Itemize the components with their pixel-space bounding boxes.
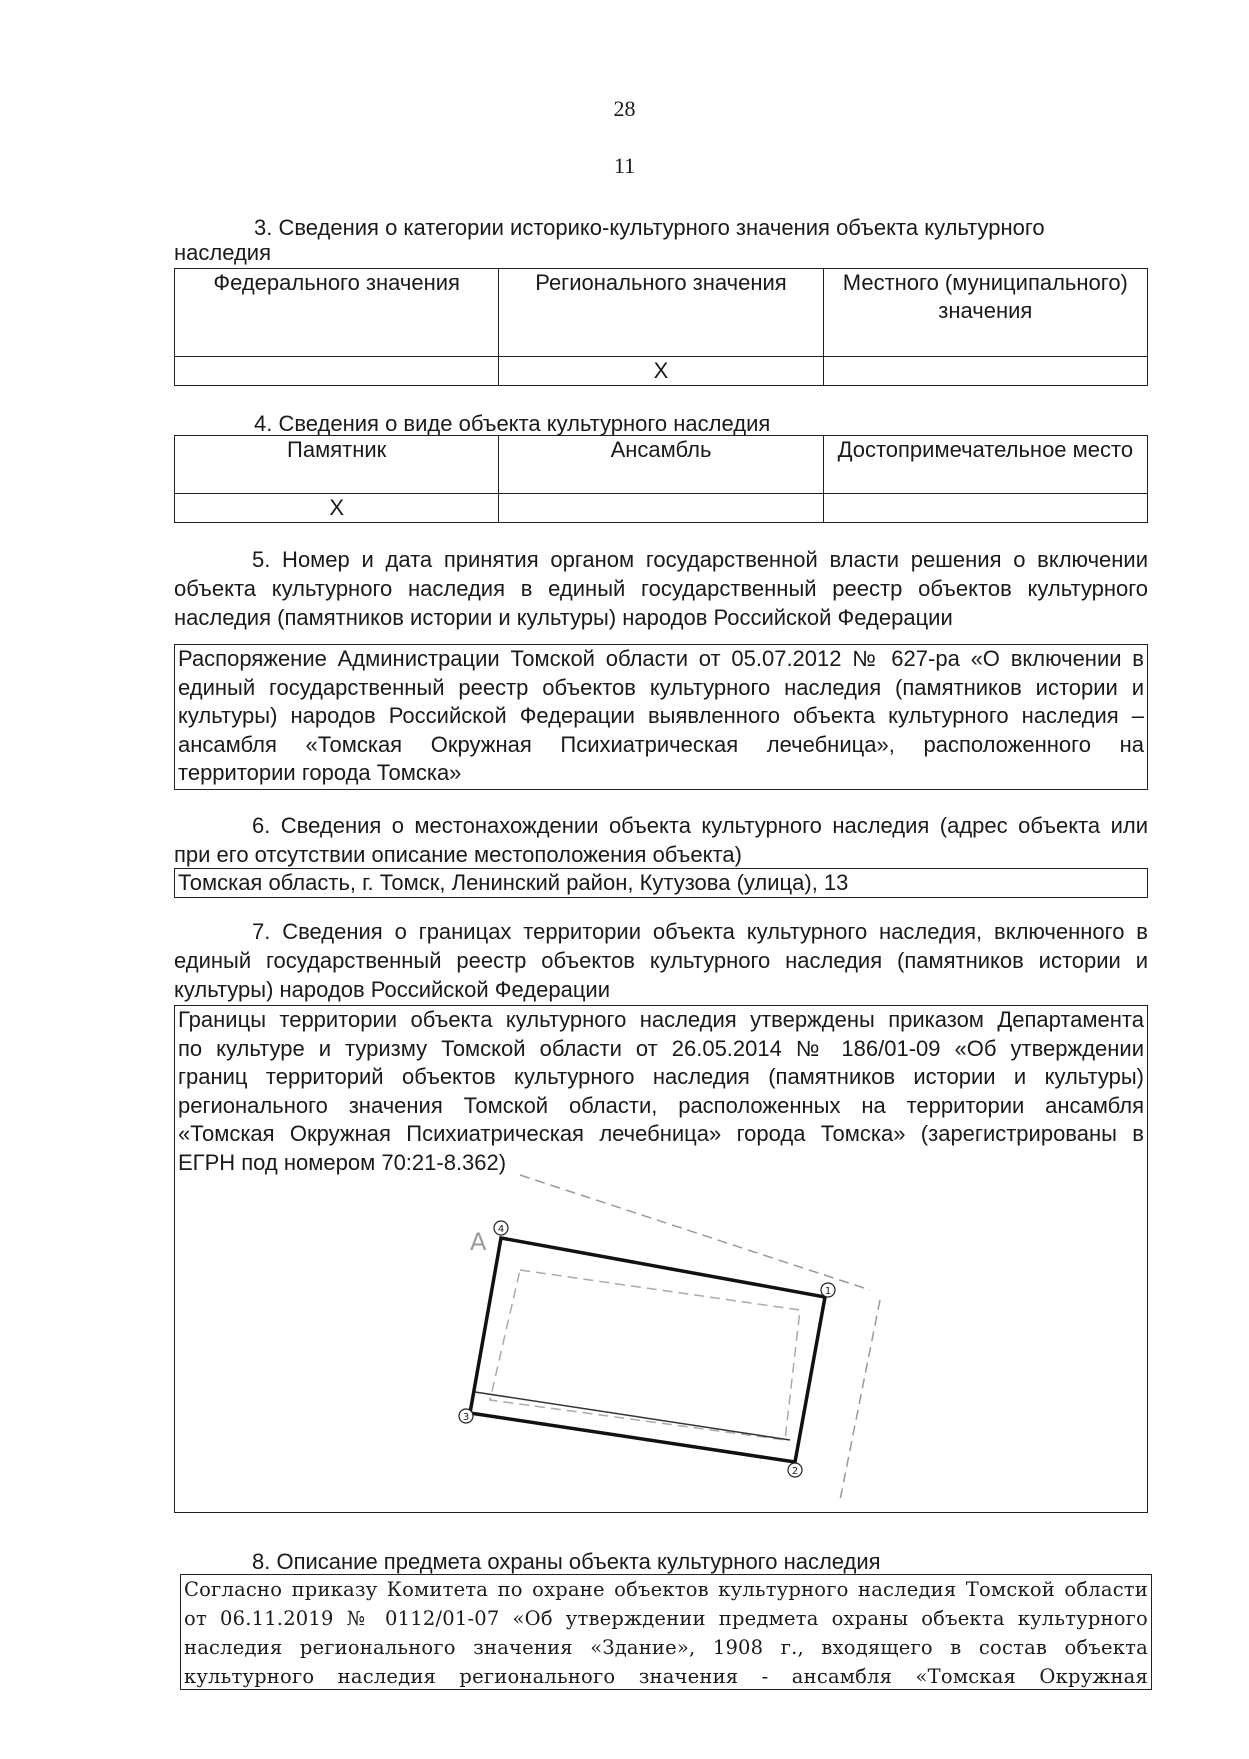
text-line: от 06.11.2019 № 0112/01-07 «Об утверждении предмета охраны объекта культурного xyxy=(184,1607,1148,1630)
point-4-label: 4 xyxy=(497,1224,505,1235)
section5-heading: 5. Номер и дата принятия органом государственной власти решения о включении объекта культурного наследия в единый государственный реестр объектов культурного наследия (памятников истории и культуры) народов Российской Федерации xyxy=(174,547,1148,630)
text-line: «Томская Окружная Психиатрическая лечебница» города Томска» (зарегистрированы в xyxy=(178,1121,1144,1146)
section3-heading-cont: наследия xyxy=(174,240,272,265)
cell-regional: X xyxy=(499,357,823,386)
column-landmark: Достопримечательное место xyxy=(823,436,1147,494)
section8-heading: 8. Описание предмета охраны объекта культурного наследия xyxy=(252,1549,881,1574)
section8-protection-box xyxy=(180,1574,1152,1690)
text-line: по культуре и туризму Томской области от 26.05.2014 № 186/01-09 «Об утверждении xyxy=(178,1035,1144,1061)
section3-heading: 3. Сведения о категории историко-культурного значения объекта культурного xyxy=(254,215,1045,240)
column-federal: Федерального значения xyxy=(175,269,499,357)
text-line: границ территорий объектов культурного наследия (памятников истории и культуры) xyxy=(178,1064,1144,1089)
column-ensemble: Ансамбль xyxy=(499,436,823,494)
building-outline xyxy=(490,1270,800,1440)
text-line: ансамбля «Томская Окружная Психиатрическая лечебница», расположенного на xyxy=(178,731,1144,757)
text-line: единый государственный реестр объектов культурного наследия (памятников истории и xyxy=(178,674,1144,700)
text-line: культуры) народов Российской Федерации выявленного объекта культурного наследия – xyxy=(178,703,1144,728)
page-number-inner: 11 xyxy=(613,153,636,178)
section7-heading: 7. Сведения о границах территории объекта культурного наследия, включенного в единый государственный реестр объектов культурного наследия (памятников истории и культуры) народов Российской Федерации xyxy=(174,919,1148,1002)
column-local: Местного (муниципального) значения xyxy=(823,269,1147,357)
text-line: регионального значения Томской области, расположенных на территории ансамбля xyxy=(178,1092,1144,1118)
territory-boundary xyxy=(470,1238,825,1462)
cell-monument: X xyxy=(175,494,499,523)
text-line: ЕГРН под номером 70:21-8.362) xyxy=(178,1149,507,1175)
text-line: культурного наследия регионального значения - ансамбля «Томская Окружная xyxy=(184,1665,1148,1688)
point-3-label: 3 xyxy=(462,1412,470,1423)
text-line: Распоряжение Администрации Томской области от 05.07.2012 № 627-ра «О включении в xyxy=(178,646,1144,671)
text-line: Согласно приказу Комитета по охране объектов культурного наследия Томской области xyxy=(184,1578,1148,1601)
page-number-outer: 28 xyxy=(613,96,636,121)
column-monument: Памятник xyxy=(175,436,499,494)
text-line: Границы территории объекта культурного наследия утверждены приказом Департамента xyxy=(178,1007,1144,1032)
point-2-label: 2 xyxy=(791,1466,799,1477)
text-line: территории города Томска» xyxy=(178,760,462,785)
address-value: Томская область, г. Томск, Ленинский район, Кутузова (улица), 13 xyxy=(178,870,849,895)
column-regional: Регионального значения xyxy=(499,269,823,357)
section6-heading: 6. Сведения о местонахождении объекта культурного наследия (адрес объекта или при его отсутствии описание местоположения объекта) xyxy=(174,813,1148,867)
section4-heading: 4. Сведения о виде объекта культурного наследия xyxy=(254,411,771,436)
text-line: наследия регионального значения «Здание», 1908 г., входящего в состав объекта xyxy=(184,1636,1148,1659)
fence-line xyxy=(840,1300,880,1500)
point-1-label: 1 xyxy=(824,1286,832,1297)
section-letter-label: А xyxy=(470,1228,487,1256)
